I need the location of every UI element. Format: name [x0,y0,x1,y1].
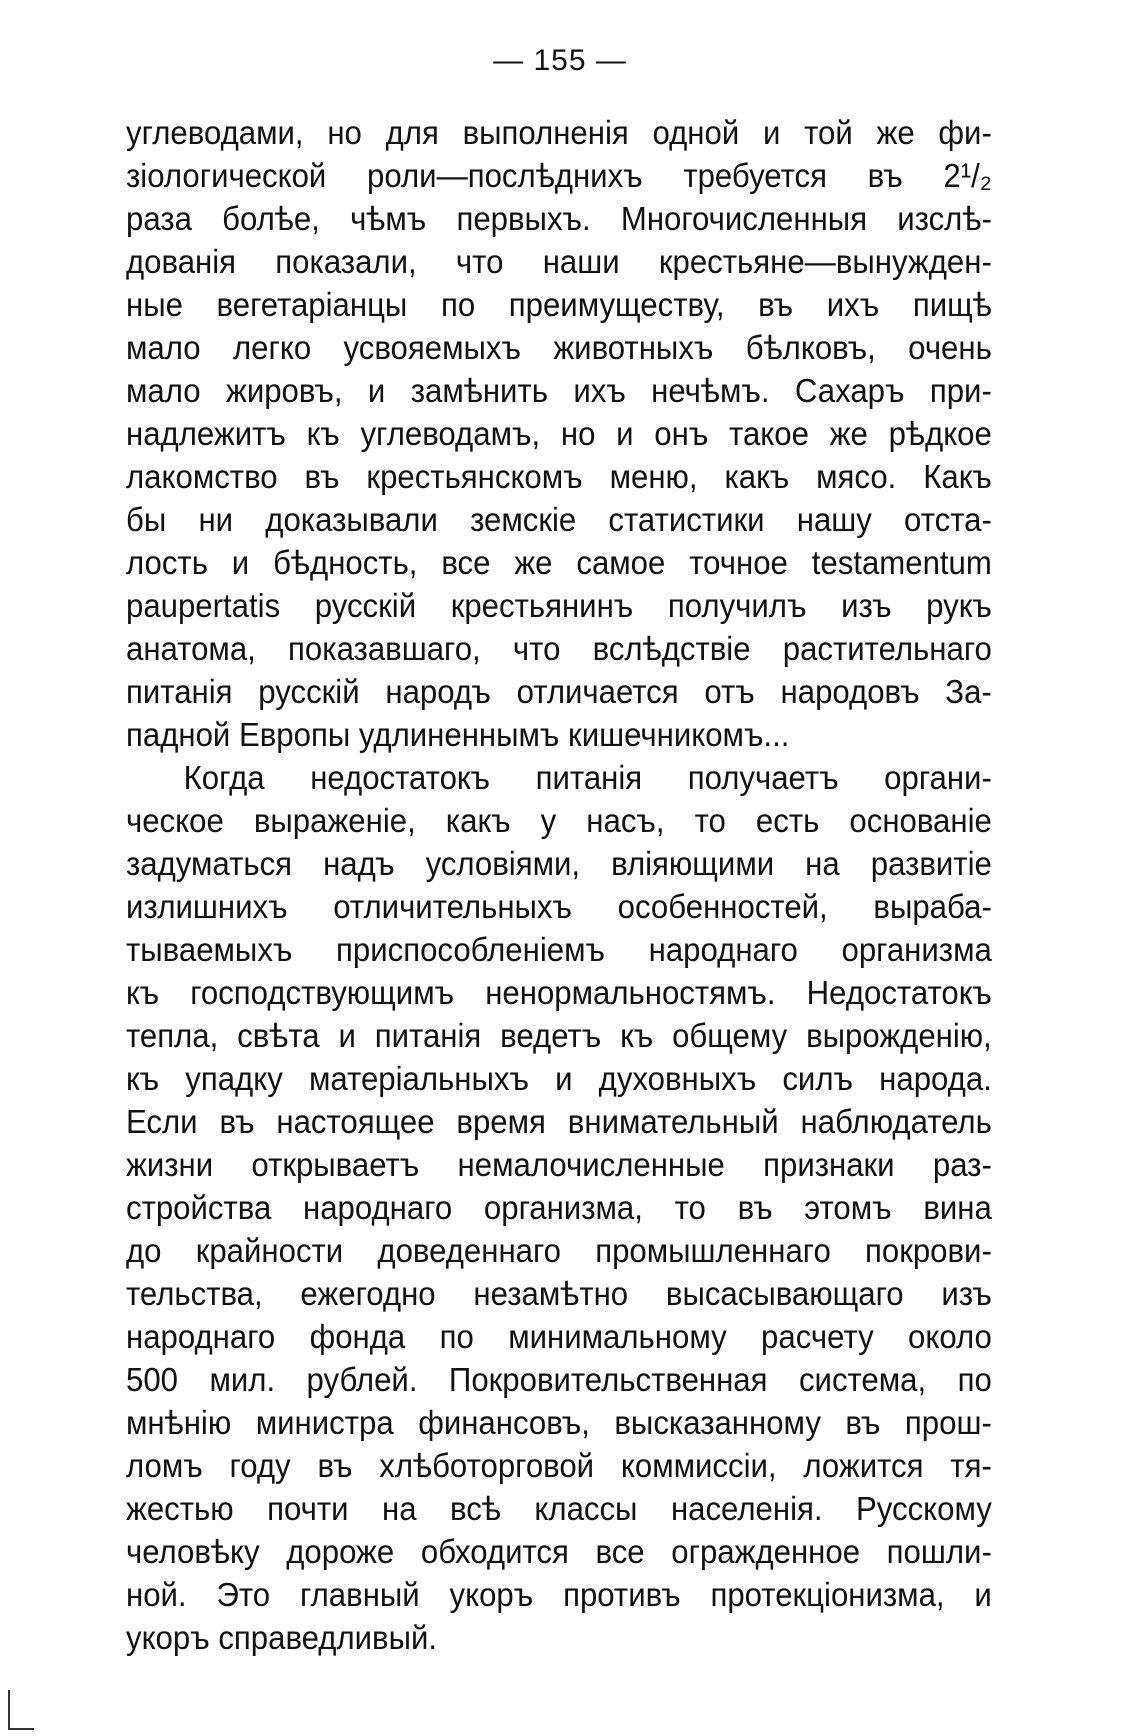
text-line: излишнихъ отличительныхъ особенностей, выраба- [126,889,992,926]
text-line: бы ни доказывали земскіе статистики нашу отста- [126,502,992,539]
text-line: стройства народнаго организма, то въ этомъ вина [126,1190,992,1227]
text-line: надлежитъ къ углеводамъ, но и онъ такое же рѣдкое [126,416,992,453]
text-line: Когда недостатокъ питанія получаетъ органи- [183,760,992,797]
text-line: ные вегетаріанцы по преимуществу, въ ихъ пищѣ [126,287,992,324]
text-line: человѣку дороже обходится все огражденное пошли- [126,1534,992,1571]
text-line: углеводами, но для выполненія одной и той же фи- [126,115,992,152]
body-text [126,112,992,1660]
text-line: мнѣнію министра финансовъ, высказанному въ прош- [126,1405,992,1442]
text-line: лость и бѣдность, все же самое точное testamentum [126,545,992,582]
text-line: укоръ справедливый. [126,1620,438,1657]
text-line: тепла, свѣта и питанія ведетъ къ общему вырожденію, [126,1018,992,1055]
text-line: питанія русскій народъ отличается отъ народовъ За- [126,674,992,711]
text-line: paupertatis русскій крестьянинъ получилъ изъ рукъ [126,588,992,625]
text-line: тываемыхъ приспособленіемъ народнаго организма [126,932,992,969]
text-line: падной Европы удлиненнымъ кишечникомъ... [126,717,790,754]
text-line: лакомство въ крестьянскомъ меню, какъ мясо. Какъ [126,459,992,496]
text-line: ной. Это главный укоръ противъ протекціонизма, и [126,1577,992,1614]
crop-mark [8,1690,34,1730]
text-line: тельства, ежегодно незамѣтно высасывающаго изъ [126,1276,992,1313]
page-number: — 155 — [493,44,627,77]
text-line: задуматься надъ условіями, вліяющими на развитіе [126,846,992,883]
text-line: мало жировъ, и замѣнить ихъ нечѣмъ. Сахаръ при- [126,373,992,410]
text-line: мало легко усвояемыхъ животныхъ бѣлковъ, очень [126,330,992,367]
text-line: жизни открываетъ немалочисленные признаки раз- [126,1147,992,1184]
text-line: къ господствующимъ ненормальностямъ. Недостатокъ [126,975,992,1012]
text-line: анатома, показавшаго, что вслѣдствіе растительнаго [126,631,992,668]
text-line: ческое выраженіе, какъ у насъ, то есть основаніе [126,803,992,840]
text-line: до крайности доведеннаго промышленнаго покрови- [126,1233,992,1270]
text-line: ломъ году въ хлѣботорговой коммиссіи, ложится тя- [126,1448,992,1485]
text-line: жестью почти на всѣ классы населенія. Русскому [126,1491,992,1528]
text-line: зіологической роли—послѣднихъ требуется въ 2¹/₂ [126,158,992,195]
text-line: Если въ настоящее время внимательный наблюдатель [126,1104,992,1141]
text-line: дованія показали, что наши крестьяне—вынужден- [126,244,992,281]
text-line: раза болѣе, чѣмъ первыхъ. Многочисленныя изслѣ- [126,201,992,238]
text-line: 500 мил. рублей. Покровительственная система, по [126,1362,992,1399]
text-line: къ упадку матеріальныхъ и духовныхъ силъ народа. [126,1061,992,1098]
text-line: народнаго фонда по минимальному расчету около [126,1319,992,1356]
